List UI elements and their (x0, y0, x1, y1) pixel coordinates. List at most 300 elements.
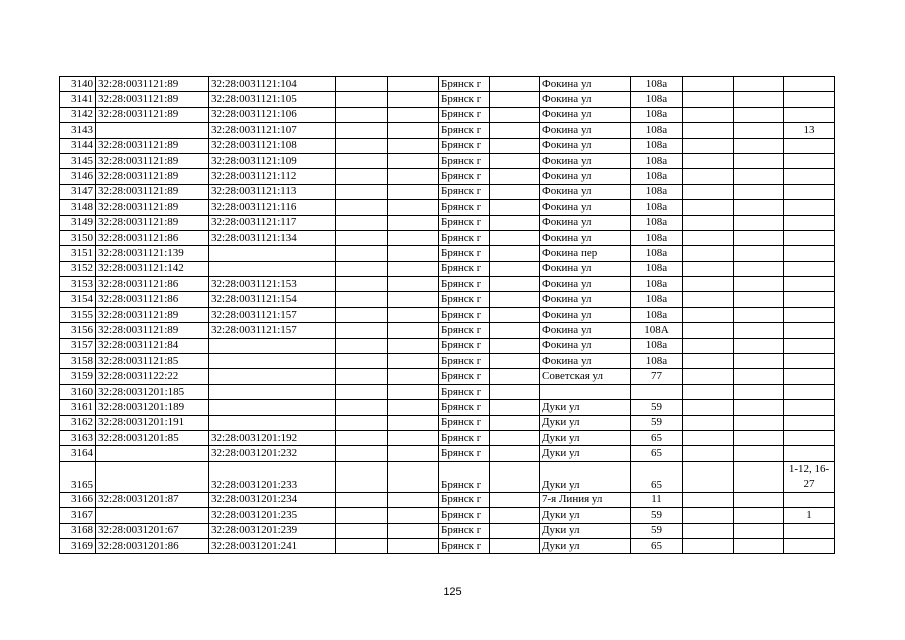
cadastral-number-cell (209, 261, 336, 276)
row-number-cell: 3158 (60, 354, 96, 369)
extra-info-cell (784, 446, 835, 461)
blank-col-3-cell (490, 215, 540, 230)
blank-col-2-cell (388, 400, 439, 415)
street-cell: Фокина ул (540, 169, 631, 184)
blank-col-1-cell (336, 184, 388, 199)
blank-col-4-cell (683, 523, 734, 538)
parent-cadastral-number-cell: 32:28:0031121:89 (96, 138, 209, 153)
house-number-cell: 65 (631, 538, 683, 553)
blank-col-4-cell (683, 169, 734, 184)
extra-info-cell (784, 523, 835, 538)
blank-col-2-cell (388, 92, 439, 107)
blank-col-2-cell (388, 277, 439, 292)
row-number-cell: 3160 (60, 384, 96, 399)
cadastral-number-cell: 32:28:0031121:113 (209, 184, 336, 199)
table-row (60, 77, 835, 92)
blank-col-5-cell (734, 246, 784, 261)
blank-col-2-cell (388, 369, 439, 384)
parent-cadastral-number-cell: 32:28:0031121:89 (96, 215, 209, 230)
row-number-cell: 3168 (60, 523, 96, 538)
blank-col-1-cell (336, 430, 388, 445)
blank-col-1-cell (336, 492, 388, 507)
house-number-cell: 108а (631, 77, 683, 92)
blank-col-3-cell (490, 77, 540, 92)
blank-col-4-cell (683, 508, 734, 523)
blank-col-3-cell (490, 446, 540, 461)
street-cell: Фокина ул (540, 184, 631, 199)
locality-cell: Брянск г (439, 384, 490, 399)
blank-col-1-cell (336, 123, 388, 138)
extra-info-cell (784, 415, 835, 430)
blank-col-2-cell (388, 77, 439, 92)
blank-col-2-cell (388, 307, 439, 322)
table-row (60, 261, 835, 276)
blank-col-3-cell (490, 307, 540, 322)
blank-col-2-cell (388, 461, 439, 492)
row-number-cell: 3152 (60, 261, 96, 276)
street-cell: Фокина ул (540, 138, 631, 153)
cadastral-number-cell: 32:28:0031121:157 (209, 323, 336, 338)
blank-col-3-cell (490, 400, 540, 415)
blank-col-4-cell (683, 338, 734, 353)
blank-col-5-cell (734, 92, 784, 107)
blank-col-3-cell (490, 384, 540, 399)
street-cell: Фокина ул (540, 292, 631, 307)
blank-col-1-cell (336, 384, 388, 399)
parent-cadastral-number-cell: 32:28:0031201:87 (96, 492, 209, 507)
blank-col-4-cell (683, 277, 734, 292)
row-number-cell: 3140 (60, 77, 96, 92)
blank-col-4-cell (683, 92, 734, 107)
house-number-cell: 108а (631, 92, 683, 107)
parent-cadastral-number-cell: 32:28:0031201:185 (96, 384, 209, 399)
blank-col-1-cell (336, 215, 388, 230)
row-number-cell: 3166 (60, 492, 96, 507)
table-row (60, 492, 835, 507)
cadastral-number-cell: 32:28:0031201:241 (209, 538, 336, 553)
extra-info-cell (784, 430, 835, 445)
house-number-cell: 108а (631, 261, 683, 276)
blank-col-3-cell (490, 369, 540, 384)
blank-col-2-cell (388, 261, 439, 276)
blank-col-1-cell (336, 107, 388, 122)
table-row (60, 400, 835, 415)
locality-cell: Брянск г (439, 200, 490, 215)
blank-col-3-cell (490, 246, 540, 261)
house-number-cell: 59 (631, 508, 683, 523)
extra-info-cell (784, 200, 835, 215)
blank-col-1-cell (336, 292, 388, 307)
house-number-cell: 108а (631, 107, 683, 122)
blank-col-3-cell (490, 169, 540, 184)
blank-col-3-cell (490, 107, 540, 122)
house-number-cell: 65 (631, 446, 683, 461)
parent-cadastral-number-cell: 32:28:0031121:89 (96, 153, 209, 168)
blank-col-4-cell (683, 369, 734, 384)
blank-col-2-cell (388, 354, 439, 369)
blank-col-3-cell (490, 415, 540, 430)
table-row (60, 184, 835, 199)
extra-info-cell (784, 92, 835, 107)
blank-col-3-cell (490, 430, 540, 445)
parent-cadastral-number-cell: 32:28:0031122:22 (96, 369, 209, 384)
cadastral-number-cell (209, 415, 336, 430)
parent-cadastral-number-cell: 32:28:0031121:89 (96, 323, 209, 338)
table-row (60, 461, 835, 492)
blank-col-5-cell (734, 369, 784, 384)
row-number-cell: 3164 (60, 446, 96, 461)
row-number-cell: 3142 (60, 107, 96, 122)
street-cell: Фокина ул (540, 123, 631, 138)
blank-col-5-cell (734, 200, 784, 215)
extra-info-cell (784, 230, 835, 245)
street-cell: Фокина ул (540, 307, 631, 322)
blank-col-4-cell (683, 123, 734, 138)
cadastral-number-cell: 32:28:0031121:109 (209, 153, 336, 168)
parent-cadastral-number-cell: 32:28:0031121:86 (96, 230, 209, 245)
house-number-cell: 108а (631, 169, 683, 184)
blank-col-5-cell (734, 123, 784, 138)
blank-col-4-cell (683, 77, 734, 92)
locality-cell: Брянск г (439, 138, 490, 153)
blank-col-5-cell (734, 354, 784, 369)
table-row (60, 508, 835, 523)
street-cell: Фокина пер (540, 246, 631, 261)
blank-col-4-cell (683, 107, 734, 122)
house-number-cell: 108а (631, 338, 683, 353)
blank-col-1-cell (336, 461, 388, 492)
blank-col-4-cell (683, 261, 734, 276)
cadastral-number-cell (209, 369, 336, 384)
table-row (60, 430, 835, 445)
cadastral-number-cell: 32:28:0031121:117 (209, 215, 336, 230)
blank-col-1-cell (336, 446, 388, 461)
parent-cadastral-number-cell: 32:28:0031121:89 (96, 92, 209, 107)
parent-cadastral-number-cell (96, 508, 209, 523)
house-number-cell: 108а (631, 230, 683, 245)
locality-cell: Брянск г (439, 492, 490, 507)
blank-col-5-cell (734, 307, 784, 322)
registry-table (59, 76, 835, 554)
street-cell: Фокина ул (540, 215, 631, 230)
table-row (60, 200, 835, 215)
house-number-cell: 108а (631, 246, 683, 261)
blank-col-3-cell (490, 123, 540, 138)
blank-col-5-cell (734, 138, 784, 153)
table-row (60, 384, 835, 399)
blank-col-3-cell (490, 323, 540, 338)
row-number-cell: 3150 (60, 230, 96, 245)
parent-cadastral-number-cell (96, 446, 209, 461)
blank-col-3-cell (490, 508, 540, 523)
blank-col-1-cell (336, 400, 388, 415)
blank-col-5-cell (734, 107, 784, 122)
house-number-cell: 108а (631, 200, 683, 215)
blank-col-1-cell (336, 200, 388, 215)
blank-col-4-cell (683, 323, 734, 338)
street-cell: Фокина ул (540, 107, 631, 122)
extra-info-cell (784, 215, 835, 230)
parent-cadastral-number-cell: 32:28:0031201:189 (96, 400, 209, 415)
blank-col-1-cell (336, 415, 388, 430)
row-number-cell: 3145 (60, 153, 96, 168)
blank-col-2-cell (388, 215, 439, 230)
table-row (60, 169, 835, 184)
table-row (60, 354, 835, 369)
blank-col-2-cell (388, 323, 439, 338)
street-cell: Фокина ул (540, 153, 631, 168)
extra-info-cell (784, 400, 835, 415)
locality-cell: Брянск г (439, 523, 490, 538)
locality-cell: Брянск г (439, 354, 490, 369)
blank-col-1-cell (336, 138, 388, 153)
blank-col-5-cell (734, 169, 784, 184)
locality-cell: Брянск г (439, 307, 490, 322)
street-cell: Дуки ул (540, 538, 631, 553)
extra-info-cell (784, 153, 835, 168)
locality-cell: Брянск г (439, 153, 490, 168)
street-cell: Фокина ул (540, 277, 631, 292)
table-row (60, 107, 835, 122)
blank-col-5-cell (734, 323, 784, 338)
blank-col-5-cell (734, 415, 784, 430)
table-row (60, 292, 835, 307)
extra-info-cell: 1-12, 16-27 (784, 461, 835, 492)
blank-col-5-cell (734, 430, 784, 445)
parent-cadastral-number-cell: 32:28:0031201:67 (96, 523, 209, 538)
blank-col-3-cell (490, 138, 540, 153)
blank-col-4-cell (683, 538, 734, 553)
table-row (60, 138, 835, 153)
table-row (60, 123, 835, 138)
blank-col-4-cell (683, 415, 734, 430)
cadastral-number-cell: 32:28:0031121:154 (209, 292, 336, 307)
street-cell: Дуки ул (540, 415, 631, 430)
blank-col-5-cell (734, 261, 784, 276)
blank-col-2-cell (388, 153, 439, 168)
parent-cadastral-number-cell: 32:28:0031201:191 (96, 415, 209, 430)
table-row (60, 307, 835, 322)
blank-col-2-cell (388, 246, 439, 261)
row-number-cell: 3161 (60, 400, 96, 415)
blank-col-1-cell (336, 323, 388, 338)
parent-cadastral-number-cell: 32:28:0031121:139 (96, 246, 209, 261)
cadastral-number-cell: 32:28:0031121:157 (209, 307, 336, 322)
extra-info-cell (784, 307, 835, 322)
cadastral-number-cell: 32:28:0031201:233 (209, 461, 336, 492)
table-row (60, 277, 835, 292)
house-number-cell: 108а (631, 277, 683, 292)
table-row (60, 246, 835, 261)
cadastral-number-cell: 32:28:0031121:134 (209, 230, 336, 245)
house-number-cell: 59 (631, 523, 683, 538)
locality-cell: Брянск г (439, 415, 490, 430)
cadastral-number-cell: 32:28:0031121:108 (209, 138, 336, 153)
row-number-cell: 3155 (60, 307, 96, 322)
blank-col-2-cell (388, 230, 439, 245)
blank-col-4-cell (683, 184, 734, 199)
house-number-cell: 59 (631, 415, 683, 430)
house-number-cell: 65 (631, 430, 683, 445)
blank-col-2-cell (388, 415, 439, 430)
blank-col-2-cell (388, 123, 439, 138)
blank-col-1-cell (336, 354, 388, 369)
blank-col-3-cell (490, 292, 540, 307)
cadastral-number-cell (209, 400, 336, 415)
row-number-cell: 3162 (60, 415, 96, 430)
extra-info-cell (784, 323, 835, 338)
table-row (60, 153, 835, 168)
row-number-cell: 3141 (60, 92, 96, 107)
extra-info-cell: 13 (784, 123, 835, 138)
row-number-cell: 3146 (60, 169, 96, 184)
extra-info-cell (784, 369, 835, 384)
parent-cadastral-number-cell: 32:28:0031121:86 (96, 277, 209, 292)
locality-cell: Брянск г (439, 538, 490, 553)
house-number-cell: 108а (631, 292, 683, 307)
row-number-cell: 3167 (60, 508, 96, 523)
locality-cell: Брянск г (439, 400, 490, 415)
blank-col-5-cell (734, 184, 784, 199)
blank-col-3-cell (490, 184, 540, 199)
extra-info-cell (784, 246, 835, 261)
row-number-cell: 3163 (60, 430, 96, 445)
parent-cadastral-number-cell: 32:28:0031121:85 (96, 354, 209, 369)
street-cell: Фокина ул (540, 354, 631, 369)
blank-col-2-cell (388, 200, 439, 215)
blank-col-3-cell (490, 277, 540, 292)
parent-cadastral-number-cell: 32:28:0031121:89 (96, 200, 209, 215)
extra-info-cell (784, 138, 835, 153)
blank-col-4-cell (683, 446, 734, 461)
blank-col-5-cell (734, 523, 784, 538)
blank-col-4-cell (683, 307, 734, 322)
blank-col-5-cell (734, 215, 784, 230)
blank-col-4-cell (683, 430, 734, 445)
cadastral-number-cell: 32:28:0031201:235 (209, 508, 336, 523)
blank-col-1-cell (336, 338, 388, 353)
house-number-cell: 108А (631, 323, 683, 338)
blank-col-3-cell (490, 523, 540, 538)
locality-cell: Брянск г (439, 184, 490, 199)
blank-col-4-cell (683, 200, 734, 215)
locality-cell: Брянск г (439, 430, 490, 445)
house-number-cell: 108а (631, 215, 683, 230)
street-cell: Фокина ул (540, 338, 631, 353)
blank-col-4-cell (683, 384, 734, 399)
locality-cell: Брянск г (439, 246, 490, 261)
row-number-cell: 3154 (60, 292, 96, 307)
blank-col-5-cell (734, 230, 784, 245)
blank-col-2-cell (388, 492, 439, 507)
table-row (60, 230, 835, 245)
blank-col-4-cell (683, 138, 734, 153)
cadastral-number-cell (209, 354, 336, 369)
cadastral-number-cell (209, 338, 336, 353)
parent-cadastral-number-cell: 32:28:0031201:85 (96, 430, 209, 445)
house-number-cell: 108а (631, 153, 683, 168)
parent-cadastral-number-cell: 32:28:0031121:89 (96, 107, 209, 122)
extra-info-cell (784, 492, 835, 507)
blank-col-2-cell (388, 107, 439, 122)
cadastral-number-cell: 32:28:0031121:153 (209, 277, 336, 292)
house-number-cell: 77 (631, 369, 683, 384)
table-row (60, 446, 835, 461)
blank-col-3-cell (490, 492, 540, 507)
table-row (60, 92, 835, 107)
parent-cadastral-number-cell: 32:28:0031121:86 (96, 292, 209, 307)
table-row (60, 338, 835, 353)
blank-col-1-cell (336, 169, 388, 184)
blank-col-1-cell (336, 77, 388, 92)
house-number-cell: 108а (631, 184, 683, 199)
extra-info-cell (784, 354, 835, 369)
extra-info-cell (784, 107, 835, 122)
blank-col-3-cell (490, 153, 540, 168)
blank-col-1-cell (336, 538, 388, 553)
cadastral-number-cell: 32:28:0031121:105 (209, 92, 336, 107)
locality-cell: Брянск г (439, 338, 490, 353)
extra-info-cell (784, 184, 835, 199)
house-number-cell: 108а (631, 307, 683, 322)
row-number-cell: 3169 (60, 538, 96, 553)
blank-col-3-cell (490, 538, 540, 553)
blank-col-5-cell (734, 492, 784, 507)
house-number-cell: 108а (631, 123, 683, 138)
cadastral-number-cell (209, 246, 336, 261)
blank-col-3-cell (490, 261, 540, 276)
parent-cadastral-number-cell: 32:28:0031121:89 (96, 307, 209, 322)
house-number-cell: 11 (631, 492, 683, 507)
parent-cadastral-number-cell: 32:28:0031201:86 (96, 538, 209, 553)
blank-col-1-cell (336, 261, 388, 276)
blank-col-5-cell (734, 446, 784, 461)
row-number-cell: 3147 (60, 184, 96, 199)
blank-col-5-cell (734, 508, 784, 523)
locality-cell: Брянск г (439, 508, 490, 523)
parent-cadastral-number-cell: 32:28:0031121:142 (96, 261, 209, 276)
extra-info-cell (784, 277, 835, 292)
blank-col-2-cell (388, 338, 439, 353)
blank-col-1-cell (336, 230, 388, 245)
blank-col-5-cell (734, 384, 784, 399)
page-number: 125 (443, 586, 462, 598)
blank-col-4-cell (683, 292, 734, 307)
blank-col-2-cell (388, 446, 439, 461)
blank-col-5-cell (734, 77, 784, 92)
house-number-cell: 65 (631, 461, 683, 492)
blank-col-2-cell (388, 523, 439, 538)
house-number-cell: 59 (631, 400, 683, 415)
row-number-cell: 3151 (60, 246, 96, 261)
blank-col-4-cell (683, 461, 734, 492)
extra-info-cell (784, 384, 835, 399)
table-body (60, 77, 835, 554)
cadastral-number-cell: 32:28:0031201:234 (209, 492, 336, 507)
row-number-cell: 3143 (60, 123, 96, 138)
street-cell: Фокина ул (540, 261, 631, 276)
parent-cadastral-number-cell: 32:28:0031121:84 (96, 338, 209, 353)
row-number-cell: 3157 (60, 338, 96, 353)
cadastral-number-cell: 32:28:0031201:232 (209, 446, 336, 461)
row-number-cell: 3148 (60, 200, 96, 215)
parent-cadastral-number-cell: 32:28:0031121:89 (96, 77, 209, 92)
locality-cell: Брянск г (439, 369, 490, 384)
blank-col-3-cell (490, 461, 540, 492)
cadastral-number-cell: 32:28:0031121:112 (209, 169, 336, 184)
street-cell: Фокина ул (540, 230, 631, 245)
blank-col-3-cell (490, 230, 540, 245)
